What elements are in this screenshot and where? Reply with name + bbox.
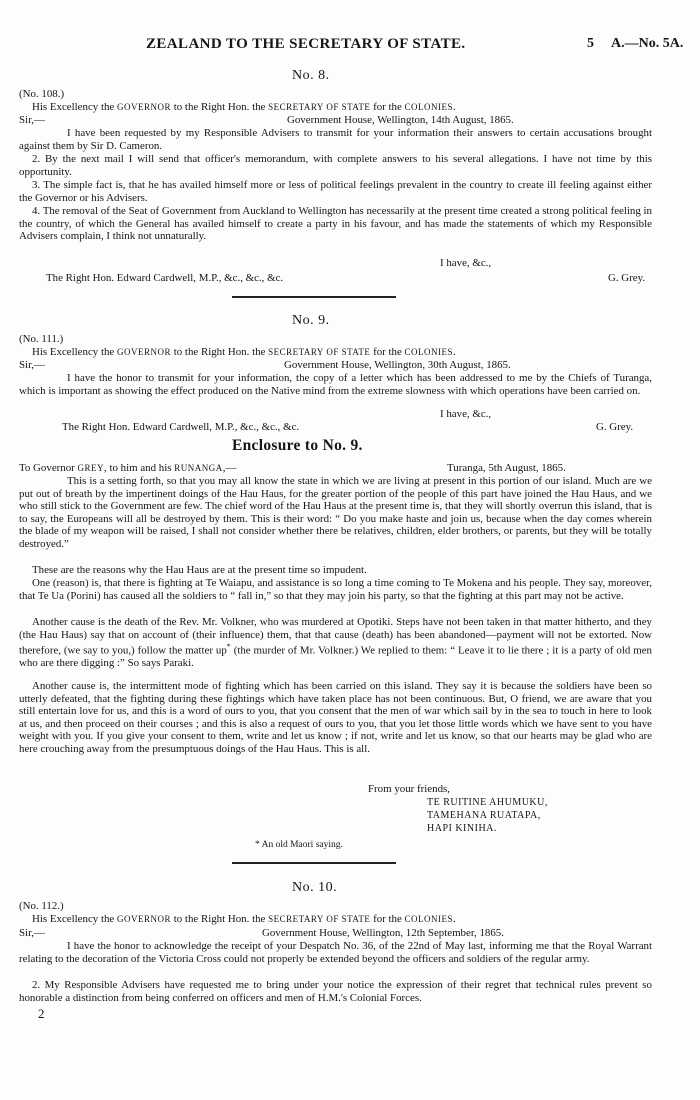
enclosure-paragraph-5: Another cause is, the intermittent mode of fighting which has been carried on this island. They say it is because the soldiers have been so utterly defeated, that the fighting during these fightings which have taken place has not been continuous. But, O friend, we are aware that you still entertain love for us, and this is a word of ours to you, that you consent that the men of war which sail by in the sea to touch in here to look at us, and then proceed on their courses ; and this is also a request of ours to you, that you let those little words which we have sent to you have weight with you. If you give your consent to them, write and let us know ; if not, write and let us know, so that our hearts may be glad who are here crouching away from the presumptuous doings of the Hau Haus. This is all. <box>19 680 652 755</box>
section-divider <box>232 862 396 864</box>
running-title: ZEALAND TO THE SECRETARY OF STATE. <box>146 36 466 52</box>
enclosure-paragraph-3: One (reason) is, that there is fighting at Te Waiapu, and assistance is so long a time coming to Te Mokena and his people. They say, moreover, that Te Ua (Porini) has caused all the soldiers to “ fall in,” so that they may join his party, so that the fighting at this part may not be active. <box>19 577 652 602</box>
section-divider <box>232 296 396 298</box>
doc9-addressee: The Right Hon. Edward Cardwell, M.P., &c., &c., &c. <box>62 421 300 433</box>
signature-mark: 2 <box>38 1006 45 1021</box>
page-number: 5 <box>587 36 594 51</box>
doc9-ref: (No. 111.) <box>19 333 64 345</box>
doc9-dateline: Government House, Wellington, 30th August, 1865. <box>284 359 511 371</box>
doc9-signature: G. Grey. <box>596 421 634 433</box>
footnote: * An old Maori saying. <box>255 840 343 850</box>
enclosure-paragraph-1: This is a setting forth, so that you may all know the state in which we are living at present in this portion of our island. Much are we put out of breath by the impertinent doings of the Hau Haus, for the greater portion of the people of this part have joined the Hau Haus, and we who still stick to the Government are few. The chief word of the Hau Haus at the present time is, that they will shortly overrun this island, that is to say, the Europeans will all be destroyed by them. This is their word: “ Do you make haste and join us, because when the day comes wherein the blade of my weapon will be raised, I shall not consider whether there be relatives, children, elder brothers, or parents, but they will be totally destroyed.” <box>19 475 652 550</box>
doc8-dateline: Government House, Wellington, 14th August, 1865. <box>287 114 514 126</box>
doc10-title: His Excellency the GOVERNOR to the Right Hon. the SECRETARY OF STATE for the COLONIES. <box>32 913 456 925</box>
enclosure-signer: TAMEHANA RUATAPA, <box>427 810 541 821</box>
doc8-signature: G. Grey. <box>608 272 646 284</box>
doc8-title: His Excellency the GOVERNOR to the Right Hon. the SECRETARY OF STATE for the COLONIES. <box>32 101 456 113</box>
paper-reference: A.—No. 5A. <box>611 36 684 51</box>
footnote-marker: * <box>226 642 231 652</box>
enclosure-signer: HAPI KINIHA. <box>427 823 497 834</box>
doc8-paragraph-1: I have been requested by my Responsible Advisers to transmit for your information their answers to certain accusations brought against them by Sir D. Cameron. <box>19 127 652 152</box>
doc10-dateline: Government House, Wellington, 12th September, 1865. <box>262 927 504 939</box>
doc10-paragraph-2: 2. My Responsible Advisers have requested me to bring under your notice the expression of their regret that technical rules prevent so honorable a distinction from being conferred on officers and men of H.M.'s Colonial Forces. <box>19 979 652 1004</box>
doc8-salutation: Sir,— <box>19 114 45 126</box>
enclosure-signer: TE RUITINE AHUMUKU, <box>427 797 548 808</box>
doc10-salutation: Sir,— <box>19 927 45 939</box>
doc8-closing: I have, &c., <box>440 257 492 269</box>
doc8-ref: (No. 108.) <box>19 88 65 100</box>
enclosure-paragraph-4: Another cause is the death of the Rev. Mr. Volkner, who was murdered at Opotiki. Steps have not been taken in that matter hitherto, and they (the Hau Haus) say that on account of (their influence) them, that that cause (death) has been abandoned—payment will not be extorted. Now therefore, (we say to you,) follow the matter up* (the murder of Mr. Volkner.) We replied to them: “ Leave it to lie there ; it is a party of old men who are there digging :” So says Paraki. <box>19 616 653 670</box>
doc9-title: His Excellency the GOVERNOR to the Right Hon. the SECRETARY OF STATE for the COLONIES. <box>32 346 456 358</box>
doc10-paragraph-1: I have the honor to acknowledge the receipt of your Despatch No. 36, of the 22nd of May last, informing me that the Royal Warrant relating to the decoration of the Victoria Cross could not properly be extended beyond the officers and soldiers of the regular army. <box>19 940 652 965</box>
doc8-addressee: The Right Hon. Edward Cardwell, M.P., &c., &c., &c. <box>46 272 284 284</box>
doc8-paragraph-4: 4. The removal of the Seat of Government from Auckland to Wellington has necessarily at the present time created a strong political feeling in the country, of which the General has availed himself to create a party in his favour, and has made the statements of which my Responsible Advisers complain, I think not unnaturally. <box>19 205 652 243</box>
enclosure-paragraph-2: These are the reasons why the Hau Haus are at the present time so impudent. <box>32 564 367 576</box>
doc10-ref: (No. 112.) <box>19 900 64 912</box>
doc8-heading: No. 8. <box>292 68 330 83</box>
doc9-paragraph-1: I have the honor to transmit for your information, the copy of a letter which has been addressed to me by the Chiefs of Turanga, which is important as showing the effect produced on the Native mind from the extreme slowness with which operations have been carried on. <box>19 372 652 397</box>
doc9-salutation: Sir,— <box>19 359 45 371</box>
enclosure-address: To Governor GREY, to him and his RUNANGA,— <box>19 462 237 474</box>
doc10-heading: No. 10. <box>292 880 338 895</box>
enclosure-dateline: Turanga, 5th August, 1865. <box>447 462 566 474</box>
doc8-paragraph-3: 3. The simple fact is, that he has availed himself more or less of political feelings prevalent in the country to create ill feeling against either the Governor or his Advisers. <box>19 179 652 204</box>
enclosure-closing: From your friends, <box>368 783 450 795</box>
enclosure-heading: Enclosure to No. 9. <box>232 437 363 454</box>
doc8-paragraph-2: 2. By the next mail I will send that officer's memorandum, with complete answers to his several allegations. I have not time by this opportunity. <box>19 153 652 178</box>
doc9-heading: No. 9. <box>292 313 330 328</box>
doc9-closing: I have, &c., <box>440 408 492 420</box>
